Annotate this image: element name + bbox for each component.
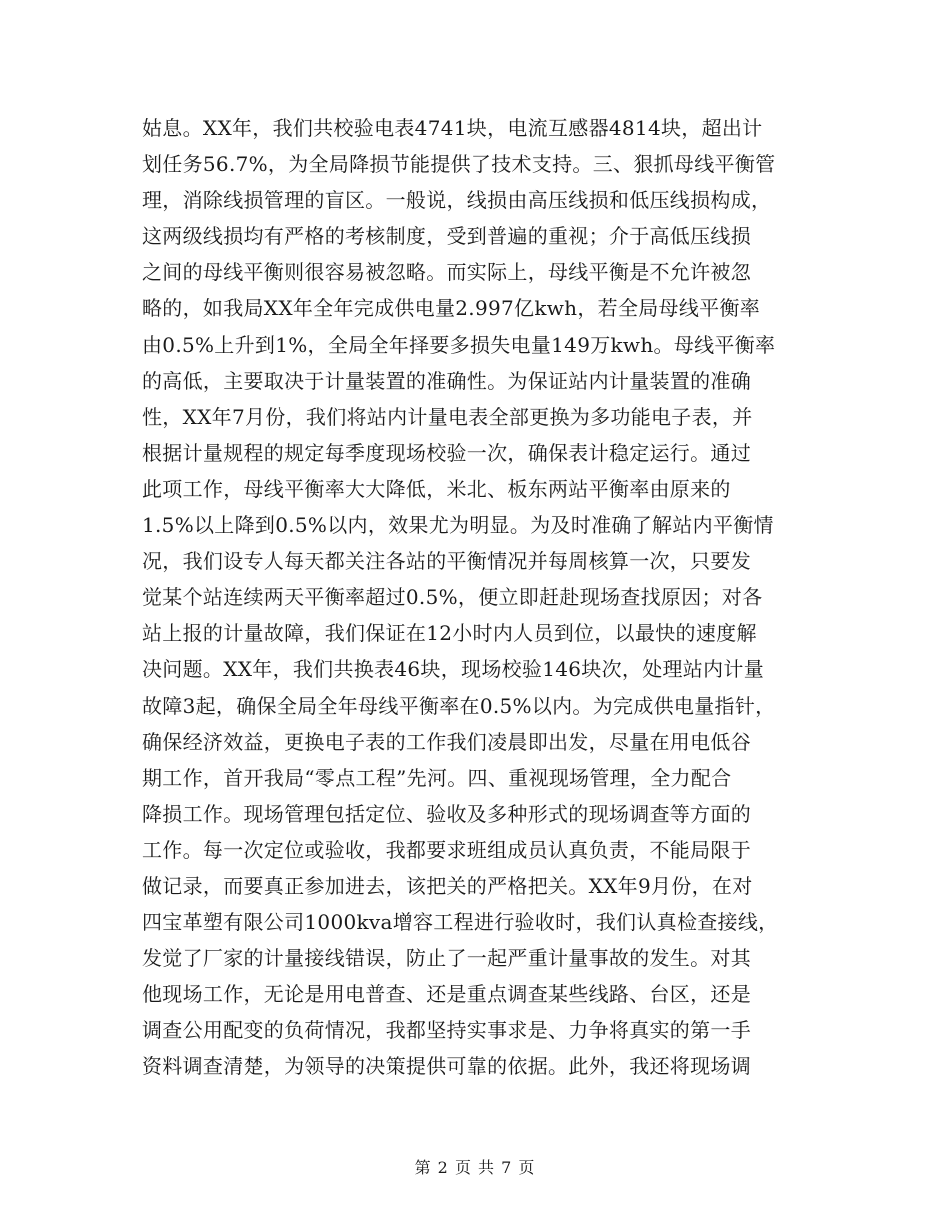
text-line: 划任务56.7%，为全局降损节能提供了技术支持。三、狠抓母线平衡管: [142, 152, 776, 177]
text-line: 四宝革塑有限公司1000kva增容工程进行验收时，我们认真检查接线，: [142, 910, 779, 935]
text-line: 降损工作。现场管理包括定位、验收及多种形式的现场调查等方面的: [142, 801, 751, 826]
text-line: 性，XX年7月份，我们将站内计量电表全部更换为多功能电子表，并: [142, 404, 753, 429]
text-line: 确保经济效益，更换电子表的工作我们凌晨即出发，尽量在用电低谷: [142, 729, 751, 754]
text-line: 况，我们设专人每天都关注各站的平衡情况并每周核算一次，只要发: [142, 549, 751, 574]
page-footer: 第 2 页 共 7 页: [414, 1158, 536, 1177]
text-line: 根据计量规程的规定每季度现场校验一次，确保表计稳定运行。通过: [142, 440, 751, 465]
text-line: 的高低，主要取决于计量装置的准确性。为保证站内计量装置的准确: [142, 368, 751, 393]
text-line: 调查公用配变的负荷情况，我都坚持实事求是、力争将真实的第一手: [142, 1018, 751, 1043]
text-line: 工作。每一次定位或验收，我都要求班组成员认真负责，不能局限于: [142, 837, 751, 862]
text-line: 之间的母线平衡则很容易被忽略。而实际上，母线平衡是不允许被忽: [142, 260, 751, 285]
text-line: 此项工作，母线平衡率大大降低，米北、板东两站平衡率由原来的: [142, 476, 731, 501]
text-line: 姑息。XX年，我们共校验电表4741块，电流互感器4814块，超出计: [142, 116, 763, 140]
text-line: 1.5%以上降到0.5%以内，效果尤为明显。为及时准确了解站内平衡情: [142, 513, 774, 538]
text-line: 做记录，而要真正参加进去，该把关的严格把关。XX年9月份，在对: [142, 873, 753, 898]
text-line: 资料调查清楚，为领导的决策提供可靠的依据。此外，我还将现场调: [142, 1054, 751, 1079]
text-line: 这两级线损均有严格的考核制度，受到普遍的重视；介于高低压线损: [142, 224, 751, 249]
text-line: 由0.5%上升到1%，全局全年择要多损失电量149万kwh。母线平衡率: [142, 332, 776, 357]
text-line: 理，消除线损管理的盲区。一般说，线损由高压线损和低压线损构成，: [142, 188, 772, 213]
text-line: 站上报的计量故障，我们保证在12小时内人员到位，以最快的速度解: [142, 621, 757, 646]
text-line: 他现场工作，无论是用电普查、还是重点调查某些线路、台区，还是: [142, 982, 751, 1007]
body-text: [142, 110, 822, 1085]
text-line: 觉某个站连续两天平衡率超过0.5%，便立即赶赴现场查找原因；对各: [142, 585, 763, 610]
text-line: 期工作，首开我局“零点工程”先河。四、重视现场管理，全力配合: [142, 765, 732, 790]
text-line: 故障3起，确保全局全年母线平衡率在0.5%以内。为完成供电量指针，: [142, 693, 776, 718]
text-line: 决问题。XX年，我们共换表46块，现场校验146块次，处理站内计量: [142, 657, 764, 682]
text-line: 略的，如我局XX年全年完成供电量2.997亿kwh，若全局母线平衡率: [142, 296, 761, 321]
text-line: 发觉了厂家的计量接线错误，防止了一起严重计量事故的发生。对其: [142, 946, 751, 971]
